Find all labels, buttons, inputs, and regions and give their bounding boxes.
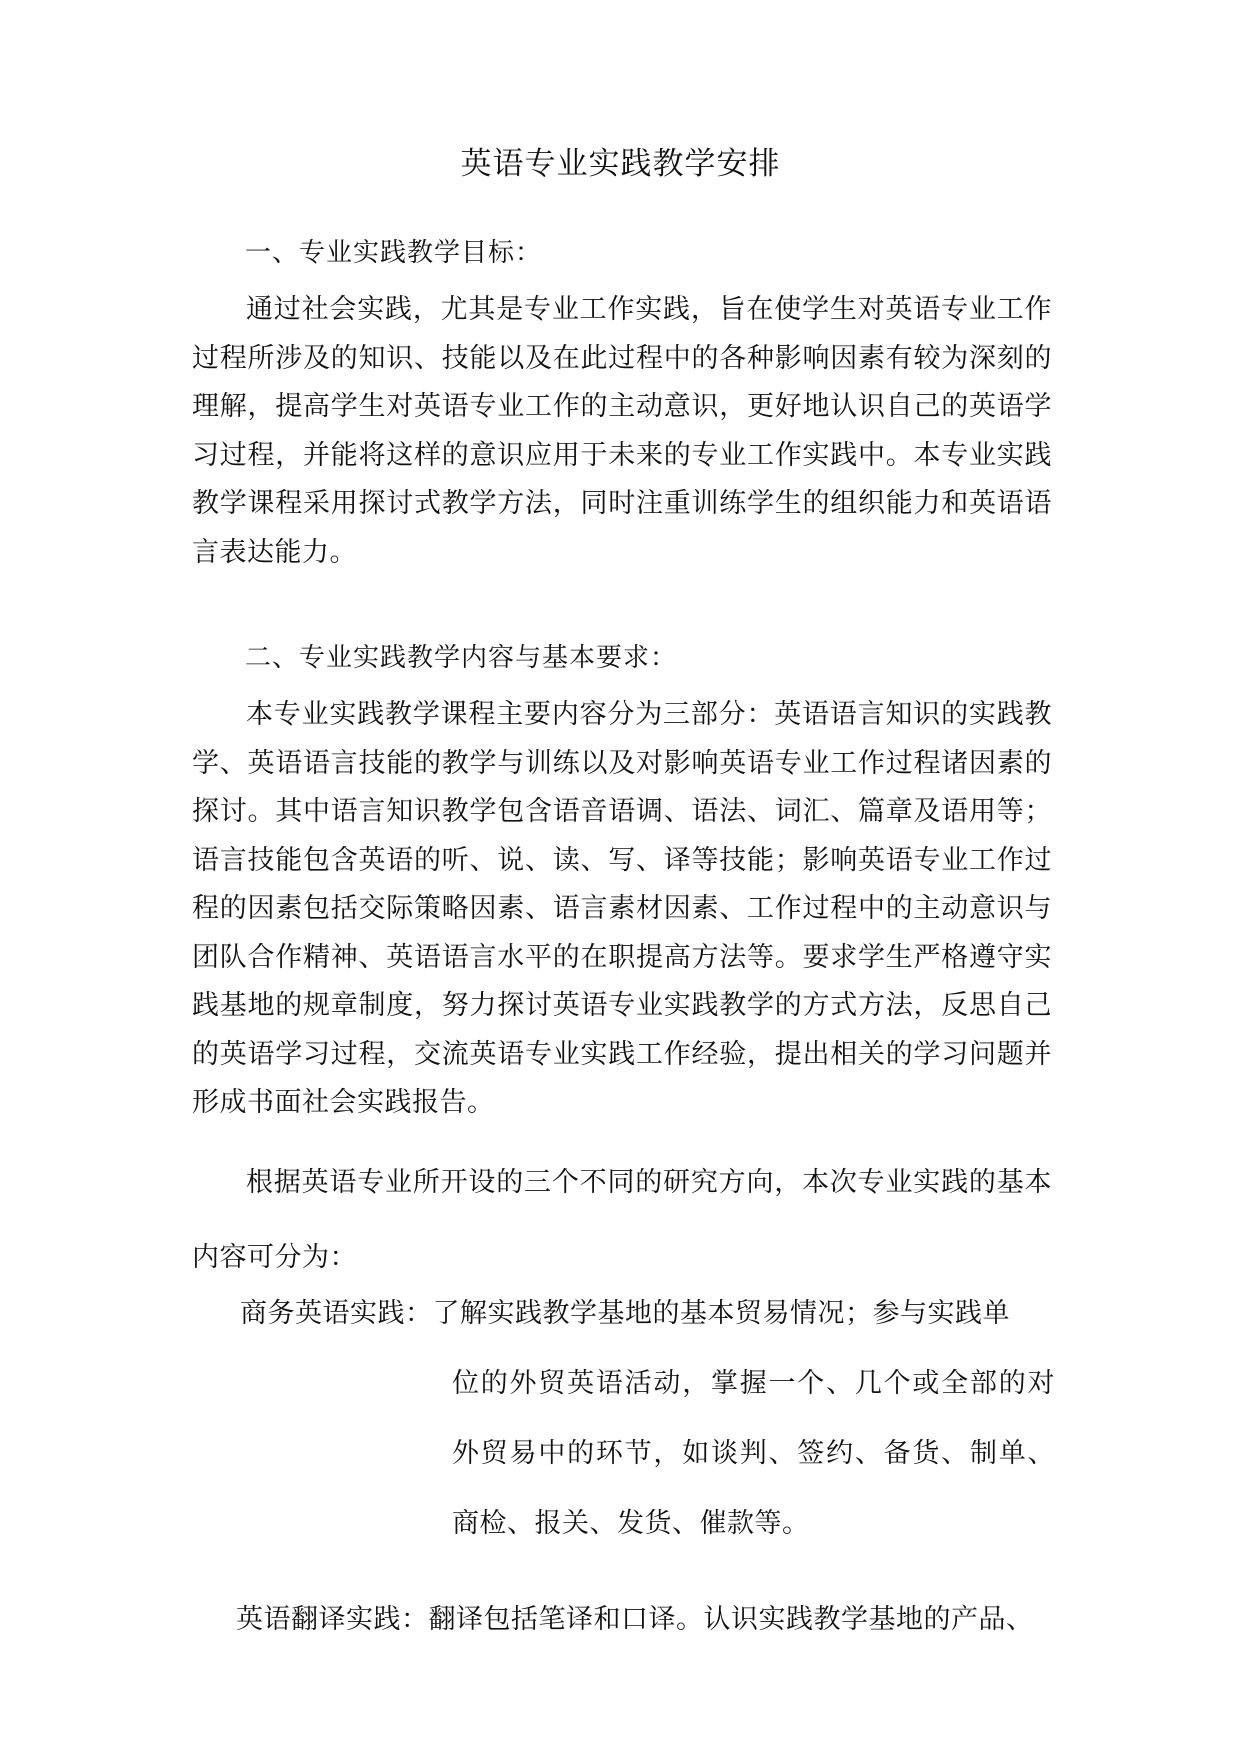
paragraph-directions: 根据英语专业所开设的三个不同的研究方向，本次专业实践的基本内容可分为： xyxy=(192,1167,1052,1273)
document-title: 英语专业实践教学安排 xyxy=(460,146,781,182)
list-item-translation xyxy=(236,1585,1051,1655)
section-heading-goals: 一、专业实践教学目标： xyxy=(245,238,543,268)
list-item-text: 了解实践教学基地的基本贸易情况；参与实践单 xyxy=(432,1298,1010,1329)
list-item-continuation: 位的外贸英语活动，掌握一个、几个或全部的对外贸易中的环节，如谈判、签约、备货、制单、商检、报关、发货、催款等。 xyxy=(452,1368,1055,1539)
list-item-business-english xyxy=(240,1279,1055,1349)
paragraph-goals: 通过社会实践，尤其是专业工作实践，旨在使学生对英语专业工作过程所涉及的知识、技能以及在此过程中的各种影响因素有较为深刻的理解，提高学生对英语专业工作的主动意识，更好地认识自己的英语学习过程，并能将这样的意识应用于未来的专业工作实践中。本专业实践教学课程采用探讨式教学方法，同时注重训练学生的组织能力和英语语言表达能力。 xyxy=(192,294,1052,568)
list-item-text: ：翻译包括笔译和口译。认识实践教学基地的产品、 xyxy=(401,1604,1034,1635)
paragraph-content: 本专业实践教学课程主要内容分为三部分：英语语言知识的实践教学、英语语言技能的教学与训练以及对影响英语专业工作过程诸因素的探讨。其中语言知识教学包含语音语调、语法、词汇、篇章及语用等；语言技能包含英语的听、说、读、写、译等技能；影响英语专业工作过程的因素包括交际策略因素、语言素材因素、工作过程中的主动意识与团队合作精神、英语语言水平的在职提高方法等。要求学生严格遵守实践基地的规章制度，努力探讨英语专业实践教学的方式方法，反思自己的英语学习过程，交流英语专业实践工作经验，提出相关的学习问题并形成书面社会实践报告。 xyxy=(192,699,1052,1118)
list-item-label: 英语翻译实践 xyxy=(236,1604,401,1635)
list-item-label: 商务英语实践： xyxy=(240,1298,433,1329)
section-heading-content: 二、专业实践教学内容与基本要求： xyxy=(245,643,678,673)
